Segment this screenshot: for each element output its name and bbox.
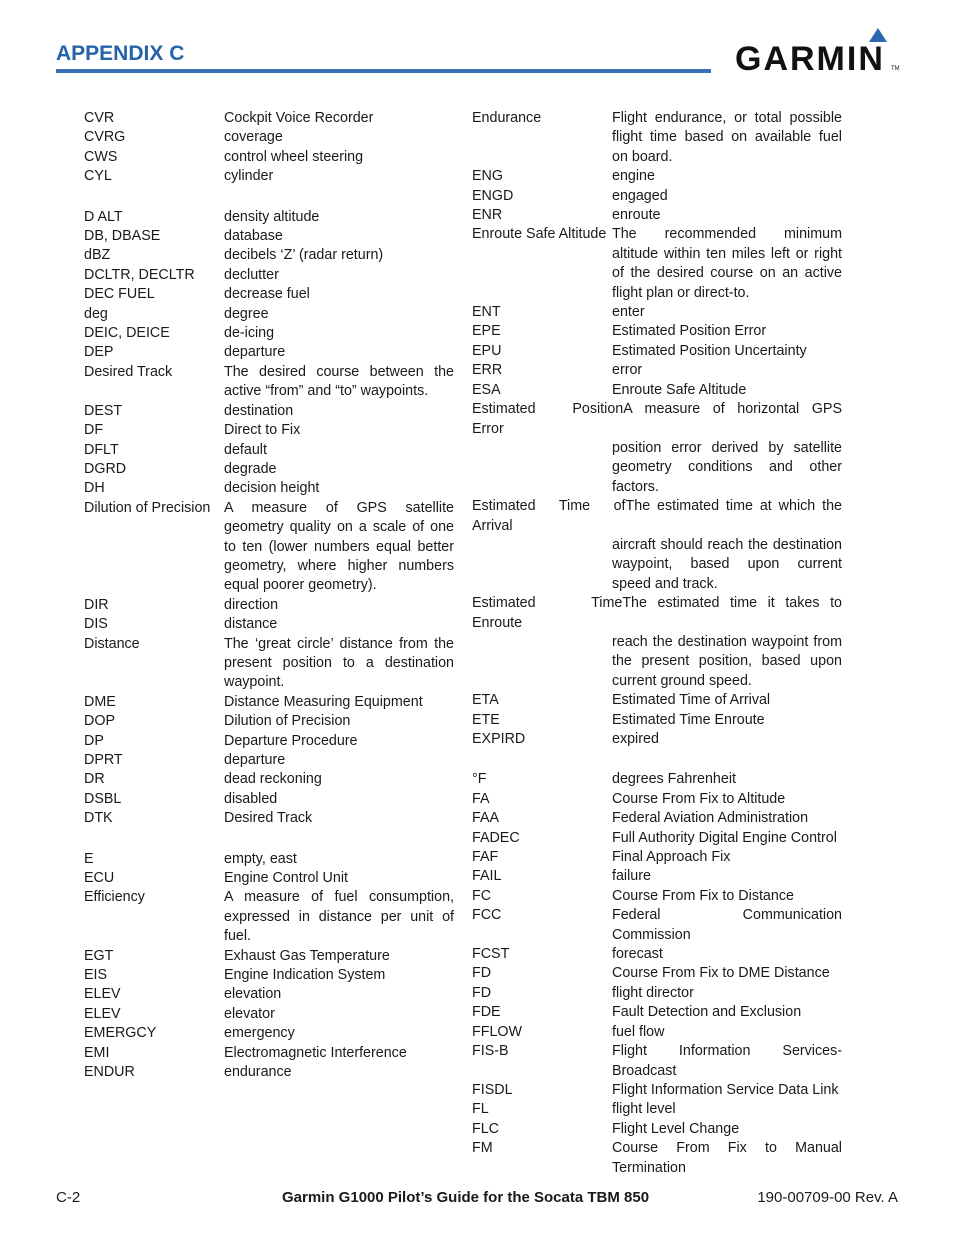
glossary-term: Estimated Time of Arrival: [472, 498, 626, 534]
glossary-term: DIR: [84, 596, 109, 613]
glossary-definition: Final Approach Fix: [612, 849, 731, 866]
glossary-entry: [472, 730, 842, 749]
glossary-term: Endurance: [472, 110, 542, 126]
page-number: C-2: [56, 1189, 81, 1206]
glossary-term: CWS: [84, 148, 118, 165]
glossary-entry: [472, 790, 842, 809]
appendix-title: APPENDIX C: [56, 42, 185, 65]
glossary-definition: Course From Fix to Distance: [612, 887, 794, 904]
glossary-term: DPRT: [84, 752, 123, 768]
glossary-entry: [84, 985, 454, 1004]
document-number: 190-00709-00 Rev. A: [757, 1189, 898, 1206]
glossary-term: ESA: [472, 381, 501, 398]
glossary-entry: [84, 888, 454, 946]
glossary-definition: expired: [612, 731, 659, 747]
glossary-term: DEP: [84, 344, 114, 361]
glossary-term: ETE: [472, 711, 500, 728]
glossary-term: ELEV: [84, 986, 121, 1003]
glossary-entry: [84, 732, 454, 751]
glossary-definition: default: [224, 441, 267, 458]
glossary-entry: [84, 227, 454, 246]
glossary-entry: [84, 402, 454, 421]
glossary-definition: Flight Level Change: [612, 1120, 740, 1137]
glossary-entry: [472, 206, 842, 225]
glossary-definition: Flight Information Service Data Link: [612, 1081, 839, 1098]
glossary-term: DGRD: [84, 460, 127, 477]
glossary-definition: enter: [612, 304, 645, 321]
glossary-entry: [472, 1100, 842, 1119]
glossary-term: FISDL: [472, 1081, 513, 1098]
glossary-entry: [84, 635, 454, 693]
glossary-term: EGT: [84, 947, 114, 964]
glossary-term: deg: [84, 305, 108, 322]
glossary-entry: [84, 1044, 454, 1063]
glossary-definition: Engine Control Unit: [224, 870, 348, 887]
glossary-entry: [84, 869, 454, 888]
glossary-term: DSBL: [84, 790, 122, 807]
glossary-definition: elevation: [224, 986, 282, 1003]
document-title: Garmin G1000 Pilot’s Guide for the Socata TBM 850: [282, 1189, 650, 1206]
glossary-term: CVR: [84, 110, 115, 126]
glossary-term: Distance: [84, 635, 140, 652]
glossary-term: ENGD: [472, 187, 514, 204]
glossary-entry: [472, 225, 842, 303]
glossary-definition: dead reckoning: [224, 771, 322, 788]
glossary-definition: Full Authority Digital Engine Control: [612, 829, 837, 846]
glossary-entry: [84, 790, 454, 809]
glossary-entry: [472, 1042, 842, 1081]
glossary-entry: [472, 497, 842, 594]
glossary-definition: Estimated Position Uncertainty: [612, 342, 807, 359]
glossary-definition: failure: [612, 868, 651, 885]
glossary-definition: Direct to Fix: [224, 422, 301, 439]
glossary-term: DEC FUEL: [84, 286, 155, 303]
glossary-definition: Flight endurance, or total possible flight time based on available fuel on board.: [612, 110, 842, 165]
glossary-term: FAF: [472, 849, 499, 866]
glossary-definition: flight director: [612, 984, 694, 1001]
glossary-term: DF: [84, 422, 104, 439]
glossary-term: ELEV: [84, 1005, 121, 1022]
glossary-definition: database: [224, 228, 283, 245]
glossary-entry: [472, 109, 842, 167]
glossary-definition: degree: [224, 305, 269, 322]
glossary-definition: Estimated Time Enroute: [612, 711, 765, 728]
glossary-term: FL: [472, 1101, 489, 1118]
glossary-definition: enroute: [612, 207, 661, 224]
glossary-definition: Federal Communication Commission: [612, 907, 842, 943]
glossary-entry: [84, 109, 454, 128]
glossary-definition: A measure of horizontal GPS: [623, 401, 842, 418]
glossary-term: Enroute Safe Altitude: [472, 226, 607, 243]
glossary-term: ENT: [472, 304, 501, 321]
glossary-term: FD: [472, 984, 492, 1001]
glossary-term: ERR: [472, 362, 503, 379]
glossary-term: CVRG: [84, 129, 126, 146]
glossary-entry: [84, 246, 454, 265]
glossary-term: DTK: [84, 810, 113, 827]
glossary-entry: [472, 167, 842, 186]
glossary-term: DCLTR, DECLTR: [84, 266, 195, 283]
glossary-entry: [84, 148, 454, 167]
glossary-entry: [472, 1120, 842, 1139]
section-gap: [84, 829, 454, 850]
glossary-definition: de-icing: [224, 325, 275, 342]
glossary-term: EXPIRD: [472, 731, 526, 747]
glossary-term: DH: [84, 480, 105, 497]
glossary-entry: [84, 324, 454, 343]
glossary-entry: [84, 596, 454, 615]
glossary-definition: forecast: [612, 946, 663, 963]
glossary-term: FAA: [472, 810, 500, 827]
glossary-definition: declutter: [224, 266, 279, 283]
glossary-entry: [472, 187, 842, 206]
glossary-entry: [84, 460, 454, 479]
glossary-entry: [84, 167, 454, 186]
glossary-definition: density altitude: [224, 208, 320, 225]
glossary-definition: direction: [224, 596, 279, 613]
glossary-entry: [472, 342, 842, 361]
glossary-definition: distance: [224, 616, 278, 633]
glossary-term: Estimated Time Enroute: [472, 595, 623, 631]
glossary-term: FCST: [472, 946, 510, 963]
glossary-entry: [84, 499, 454, 596]
garmin-logo-text: GARMIN: [735, 40, 885, 78]
glossary-definition: degrees Fahrenheit: [612, 771, 736, 788]
glossary-entry: [472, 303, 842, 322]
glossary-definition: cylinder: [224, 168, 274, 185]
glossary-term: ENDUR: [84, 1064, 135, 1081]
glossary-definition: decision height: [224, 480, 320, 497]
glossary-term: Desired Track: [84, 363, 173, 380]
glossary-term: DEIC, DEICE: [84, 325, 170, 342]
glossary-term: Estimated Position Error: [472, 401, 624, 437]
glossary-term: FA: [472, 790, 490, 807]
glossary-entry: [472, 984, 842, 1003]
section-gap: [84, 187, 454, 208]
glossary-definition: Federal Aviation Administration: [612, 810, 809, 827]
glossary-term: CYL: [84, 168, 112, 185]
glossary-term: FAIL: [472, 868, 502, 885]
glossary-definition: Fault Detection and Exclusion: [612, 1004, 802, 1021]
glossary-definition: departure: [224, 344, 286, 361]
glossary-entry: [472, 829, 842, 848]
glossary-term: FADEC: [472, 829, 520, 846]
glossary-definition: elevator: [224, 1005, 275, 1022]
glossary-term: EPU: [472, 342, 502, 359]
section-gap: [472, 749, 842, 770]
glossary-definition: Desired Track: [224, 810, 313, 827]
glossary-entry: [472, 400, 842, 497]
glossary-entry: [84, 712, 454, 731]
glossary-definition: The recommended minimum altitude within ten miles left or right of the desired course on an active flight plan or direct-to.: [612, 226, 842, 301]
glossary-entry: [472, 1139, 842, 1178]
glossary-entry: [84, 966, 454, 985]
glossary-entry: [84, 809, 454, 828]
glossary-entry: [84, 770, 454, 789]
glossary-entry: [84, 363, 454, 402]
glossary-entry: [472, 809, 842, 828]
garmin-logo: [735, 28, 900, 76]
glossary-definition: control wheel steering: [224, 148, 364, 165]
glossary-entry: [472, 594, 842, 691]
glossary-definition: A measure of GPS satellite geometry quality on a scale of one to ten (lower numbers equal better geometry, where higher numbers equal poorer geometry).: [224, 499, 454, 594]
glossary-entry: [84, 208, 454, 227]
glossary-entry: [84, 266, 454, 285]
glossary-term: EMERGCY: [84, 1025, 157, 1042]
glossary-term: FCC: [472, 907, 502, 924]
glossary-term: ENR: [472, 207, 503, 224]
glossary-entry: [472, 1081, 842, 1100]
glossary-term: °F: [472, 771, 487, 788]
glossary-definition: disabled: [224, 790, 278, 807]
glossary-entry: [84, 1024, 454, 1043]
glossary-entry: [84, 615, 454, 634]
glossary-term: Dilution of Precision: [84, 499, 211, 516]
glossary-definition: Cockpit Voice Recorder: [224, 110, 374, 126]
glossary-term: DIS: [84, 616, 108, 633]
glossary-definition: The estimated time it takes to: [622, 595, 842, 612]
glossary-term: DOP: [84, 713, 115, 730]
glossary-definition: empty, east: [224, 850, 297, 867]
glossary-entry: [84, 343, 454, 362]
glossary-entry: [472, 381, 842, 400]
glossary-entry: [472, 867, 842, 886]
glossary-definition: destination: [224, 402, 294, 419]
glossary-entry: [472, 691, 842, 710]
glossary-term: Efficiency: [84, 889, 145, 906]
glossary-term: dBZ: [84, 247, 111, 264]
glossary-definition: engine: [612, 168, 655, 185]
glossary-entry: [84, 751, 454, 770]
trademark-mark: TM: [891, 66, 900, 72]
header-rule: [56, 69, 711, 73]
glossary-definition: Exhaust Gas Temperature: [224, 947, 390, 964]
glossary-term: E: [84, 850, 94, 867]
glossary-entry: [472, 770, 842, 789]
glossary-term: DEST: [84, 402, 123, 419]
glossary-definition: coverage: [224, 129, 283, 146]
glossary-definition: decrease fuel: [224, 286, 310, 303]
glossary-entry: [84, 479, 454, 498]
glossary-definition-continued: position error derived by satellite geometry conditions and other factors.: [612, 439, 842, 495]
glossary-term: FD: [472, 965, 492, 982]
glossary-definition: Course From Fix to Altitude: [612, 790, 786, 807]
glossary-entry: [84, 850, 454, 869]
glossary-definition: The desired course between the active “from” and “to” waypoints.: [224, 363, 454, 400]
glossary-definition: flight level: [612, 1101, 676, 1118]
glossary-definition: The estimated time at which the: [625, 498, 842, 515]
glossary-entry: [472, 945, 842, 964]
glossary-entry: [84, 1005, 454, 1024]
glossary-definition: emergency: [224, 1025, 295, 1042]
glossary-term: EIS: [84, 967, 108, 984]
glossary-entry: [84, 441, 454, 460]
glossary-entry: [472, 906, 842, 945]
glossary-entry: [84, 693, 454, 712]
glossary-definition: Flight Information Services-Broadcast: [612, 1043, 842, 1079]
glossary-term: FLC: [472, 1120, 500, 1137]
glossary-term: FDE: [472, 1004, 501, 1021]
glossary-definition: Dilution of Precision: [224, 713, 351, 730]
glossary-definition: Departure Procedure: [224, 732, 358, 749]
glossary-definition: Course From Fix to Manual Termination: [612, 1140, 842, 1176]
glossary-entry: [84, 947, 454, 966]
glossary-entry: [472, 361, 842, 380]
glossary-entry: [472, 887, 842, 906]
glossary-definition: Engine Indication System: [224, 967, 386, 984]
glossary-term: FFLOW: [472, 1023, 523, 1040]
glossary-term: D ALT: [84, 208, 123, 225]
glossary-definition: Estimated Position Error: [612, 323, 767, 340]
glossary-definition: Estimated Time of Arrival: [612, 692, 771, 709]
glossary-definition: decibels ‘Z’ (radar return): [224, 247, 384, 264]
glossary-term: ENG: [472, 168, 503, 185]
glossary-term: ECU: [84, 870, 115, 887]
glossary-definition: Course From Fix to DME Distance: [612, 965, 830, 982]
glossary-definition: fuel flow: [612, 1023, 665, 1040]
glossary-definition: departure: [224, 752, 286, 768]
glossary-entry: [472, 964, 842, 983]
glossary-entry: [472, 848, 842, 867]
glossary-term: DME: [84, 693, 116, 710]
glossary-entry: [84, 285, 454, 304]
glossary-entry: [472, 1023, 842, 1042]
glossary-term: FM: [472, 1140, 493, 1157]
glossary-definition: engaged: [612, 187, 668, 204]
glossary-definition: Distance Measuring Equipment: [224, 693, 423, 710]
glossary-entry: [84, 128, 454, 147]
glossary-definition: endurance: [224, 1064, 292, 1081]
glossary-entry: [472, 711, 842, 730]
glossary-term: EPE: [472, 323, 501, 340]
glossary-right-column: [472, 109, 842, 1178]
glossary-definition-continued: aircraft should reach the destination waypoint, based upon current speed and track.: [612, 536, 842, 592]
glossary-definition: Enroute Safe Altitude: [612, 381, 747, 398]
glossary-term: DP: [84, 732, 104, 749]
glossary-term: DB, DBASE: [84, 228, 161, 245]
glossary-entry: [472, 322, 842, 341]
glossary-term: EMI: [84, 1044, 110, 1061]
glossary-term: DR: [84, 771, 105, 788]
glossary-entry: [84, 421, 454, 440]
glossary-term: FIS-B: [472, 1043, 509, 1060]
glossary-left-column: [84, 109, 454, 1083]
glossary-definition: degrade: [224, 460, 277, 477]
glossary-definition: A measure of fuel consumption, expressed in distance per unit of fuel.: [224, 889, 454, 945]
glossary-entry: [84, 305, 454, 324]
glossary-term: ETA: [472, 692, 499, 709]
glossary-entry: [472, 1003, 842, 1022]
glossary-definition-continued: reach the destination waypoint from the present position, based upon current ground speed.: [612, 633, 842, 689]
glossary-term: FC: [472, 887, 492, 904]
glossary-definition: error: [612, 362, 643, 379]
glossary-term: DFLT: [84, 441, 119, 458]
glossary-definition: The ‘great circle’ distance from the present position to a destination waypoint.: [224, 635, 454, 691]
glossary-definition: Electromagnetic Interference: [224, 1044, 407, 1061]
glossary-entry: [84, 1063, 454, 1082]
